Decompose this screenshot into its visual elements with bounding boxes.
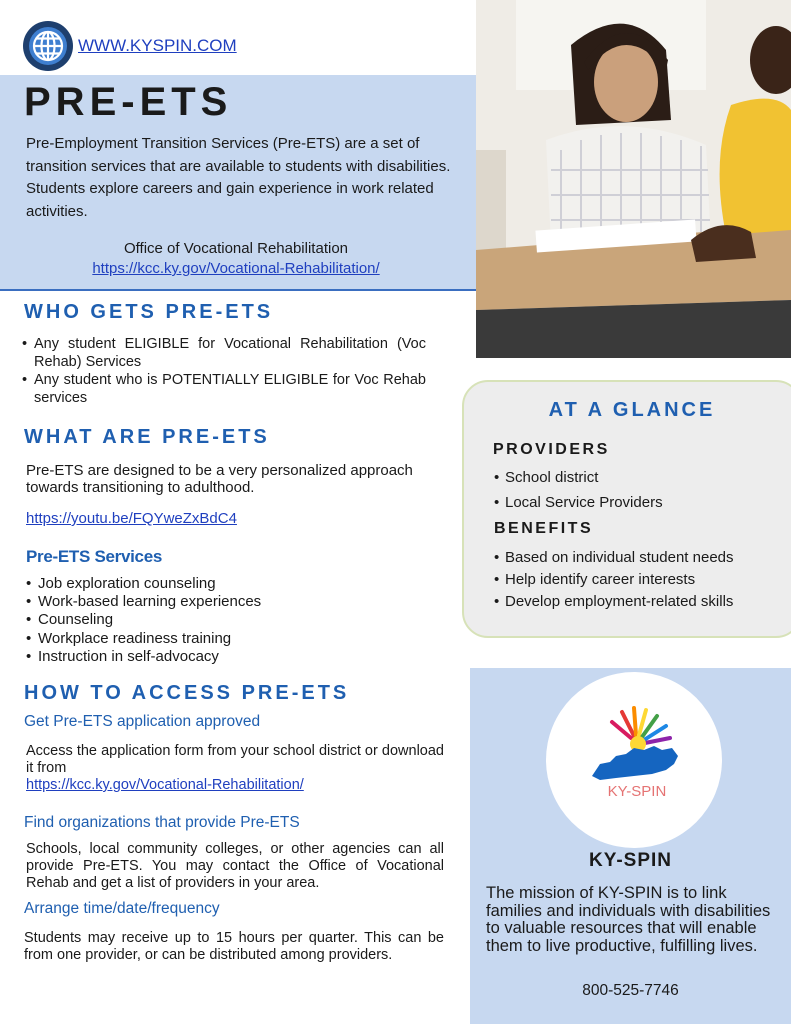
list-item: • Job exploration counseling <box>26 575 386 593</box>
list-item: • School district <box>494 465 784 490</box>
office-block <box>26 239 446 279</box>
providers-list <box>494 465 784 515</box>
who-list <box>22 335 426 407</box>
list-item: • Any student who is POTENTIALLY ELIGIBLE for Voc Rehab services <box>22 371 426 407</box>
step3-title: Arrange time/date/frequency <box>24 900 220 917</box>
step2-title: Find organizations that provide Pre-ETS <box>24 814 300 831</box>
page-title: PRE-ETS <box>24 80 233 124</box>
glance-title: AT A GLANCE <box>548 399 716 421</box>
services-list <box>26 575 386 666</box>
intro-paragraph: Pre-Employment Transition Services (Pre-ETS) are a set of transition services that are available to students with disabilities. Students explore careers and gain experience in work related activities. <box>26 135 451 220</box>
website-link[interactable]: WWW.KYSPIN.COM <box>78 36 237 55</box>
benefits-list <box>494 547 784 613</box>
kyspin-phone: 800-525-7746 <box>582 982 679 999</box>
kyspin-logo-text: KY-SPIN <box>607 783 667 800</box>
what-paragraph: Pre-ETS are designed to be a very personalized approach towards transitioning to adulthood. <box>26 462 413 496</box>
list-item: • Based on individual student needs <box>494 547 784 569</box>
meeting-photo <box>476 0 791 358</box>
step3-text: Students may receive up to 15 hours per quarter. This can be from one provider, or can be distributed among providers. <box>24 930 444 963</box>
providers-heading: PROVIDERS <box>493 441 610 458</box>
services-heading: Pre-ETS Services <box>26 547 163 566</box>
office-link[interactable]: https://kcc.ky.gov/Vocational-Rehabilitation/ <box>92 260 380 277</box>
list-item: • Local Service Providers <box>494 490 784 515</box>
who-heading: WHO GETS PRE-ETS <box>24 301 274 323</box>
list-item: • Counseling <box>26 611 386 629</box>
list-item: • Any student ELIGIBLE for Vocational Rehabilitation (Voc Rehab) Services <box>22 335 426 371</box>
how-heading: HOW TO ACCESS PRE-ETS <box>24 682 350 704</box>
kyspin-mission: The mission of KY-SPIN is to link families and individuals with disabilities to valuable resources that will enable them to live productive, fulfilling lives. <box>486 884 771 955</box>
list-item: • Work-based learning experiences <box>26 593 386 611</box>
step1-text: Access the application form from your school district or download it from <box>26 743 444 776</box>
list-item: • Help identify career interests <box>494 569 784 591</box>
list-item: • Develop employment-related skills <box>494 591 784 613</box>
benefits-heading: BENEFITS <box>494 520 594 537</box>
step1-title: Get Pre-ETS application approved <box>24 713 261 730</box>
office-name: Office of Vocational Rehabilitation <box>123 240 349 257</box>
what-heading: WHAT ARE PRE-ETS <box>24 426 270 448</box>
application-link[interactable]: https://kcc.ky.gov/Vocational-Rehabilitation/ <box>26 777 304 793</box>
intro-divider <box>0 289 476 291</box>
list-item: • Workplace readiness training <box>26 630 386 648</box>
kyspin-name: KY-SPIN <box>588 850 673 871</box>
step2-text: Schools, local community colleges, or other agencies can all provide Pre-ETS. You may contact the Office of Vocational Rehab and get a list of providers in your area. <box>26 841 444 891</box>
video-link[interactable]: https://youtu.be/FQYweZxBdC4 <box>26 510 237 527</box>
kyspin-logo <box>582 698 692 808</box>
globe-icon <box>22 20 74 72</box>
list-item: • Instruction in self-advocacy <box>26 648 386 666</box>
